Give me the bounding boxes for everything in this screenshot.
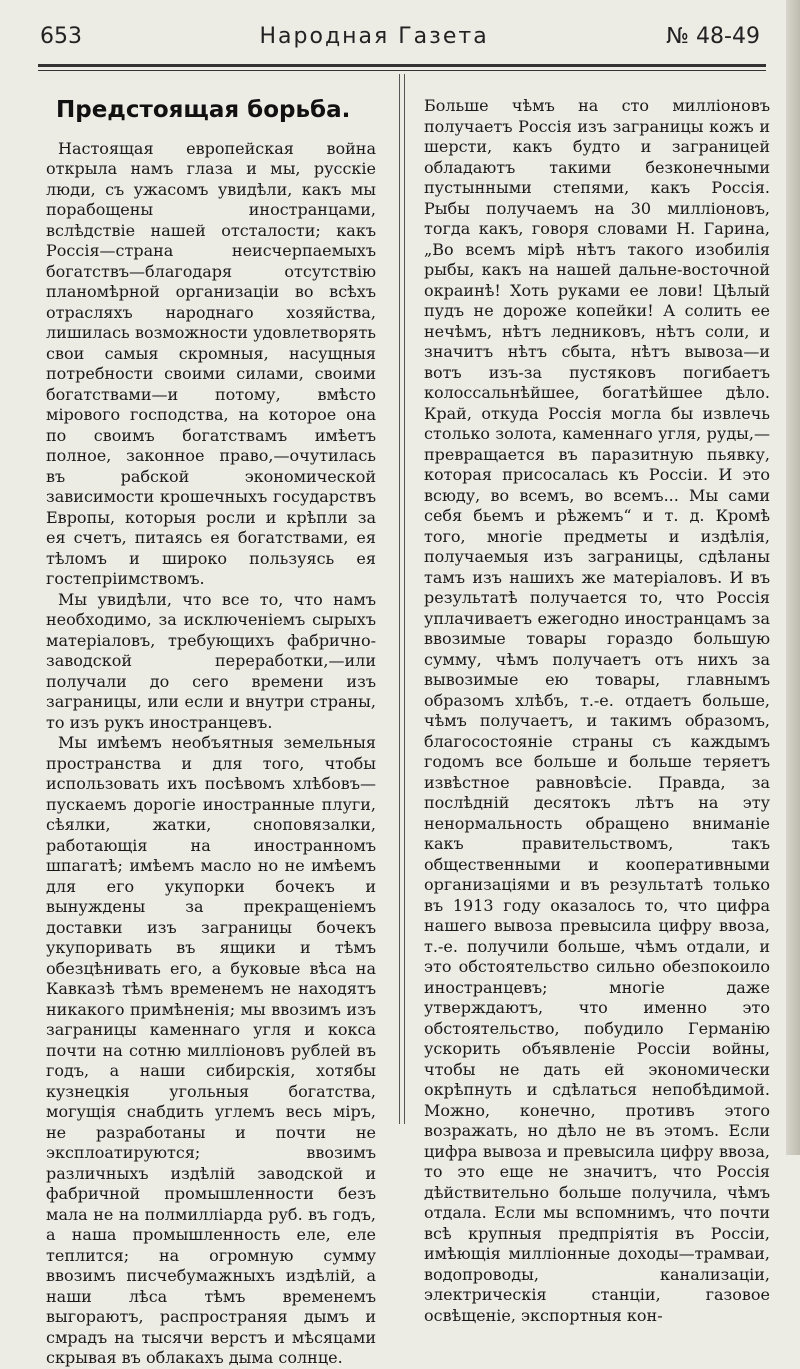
header-rule-thick bbox=[38, 64, 766, 67]
page-number: 653 bbox=[40, 24, 82, 49]
article-paragraph: Мы увидѣли, что все то, что намъ необходимо, за исключеніемъ сырыхъ матеріаловъ, требующихъ фабрично-заводской переработки,—или получали до сего времени изъ заграницы, или если и внутри страны, то изъ рукъ иностранцевъ. bbox=[46, 589, 376, 732]
article-paragraph: Больше чѣмъ на сто милліоновъ получаетъ Россія изъ заграницы кожъ и шерсти, какъ будто и заграницей обладаютъ такими безконечными пустынными степями, какъ Россія. Рыбы получаемъ на 30 милліоновъ, тогда какъ, говоря словами Н. Гарина, „Во всемъ мірѣ нѣтъ такого изобилія рыбы, какъ на нашей дальне-восточной окраинѣ! Хоть руками ее лови! Цѣлый пудъ не дороже копейки! А солить ее нечѣмъ, нѣтъ ледниковъ, нѣтъ соли, и значитъ нѣтъ сбыта, нѣтъ вывоза—и вотъ изъ-за пустяковъ погибаетъ колоссальнѣйшее, богатѣйшее дѣло. Край, откуда Россія могла бы извлечь столько золота, каменнаго угля, руды,—превращается въ паразитную пьявку, которая присосалась къ Россіи. И это всюду, во всемъ, во всемъ... Мы сами себя бьемъ и рѣжемъ“ и т. д. Кромѣ того, многіе предметы и издѣлія, получаемыя изъ заграницы, сдѣланы тамъ изъ нашихъ же матеріаловъ. И въ результатѣ получается то, что Россія уплачиваетъ ежегодно иностранцамъ за ввозимые товары гораздо большую сумму, чѣмъ получаетъ отъ нихъ за вывозимые ею товары, главнымъ образомъ хлѣбъ, т.-е. отдаетъ больше, чѣмъ получаетъ, и такимъ образомъ, благосостояніе страны съ каждымъ годомъ все больше и больше теряетъ извѣстное равновѣсіе. Правда, за послѣдній десятокъ лѣтъ на эту ненормальность обращено вниманіе какъ правительствомъ, такъ общественными и кооперативными организаціями и въ результатѣ только въ 1913 году оказалось то, что цифра нашего вывоза превысила цифру ввоза, т.-е. получили больше, чѣмъ отдали, и это обстоятельство сильно обезпокоило иностранцевъ; многіе даже утверждаютъ, что именно это обстоятельство, побудило Германію ускорить объявленіе Россіи войны, чтобы не дать ей экономически окрѣпнуть и сдѣлаться непобѣдимой. Можно, конечно, противъ этого возражать, но дѣло не въ этомъ. Если цифра вывоза и превысила цифру ввоза, то это еще не значитъ, что Россія дѣйствительно больше получила, чѣмъ отдала. Если мы вспомнимъ, что почти всѣ крупныя предпріятія въ Россіи, имѣющія милліонные доходы—трамваи, водопроводы, канализаціи, электрическія станціи, газовое освѣщеніе, экспортныя кон- bbox=[424, 96, 770, 1325]
header-rule-thin bbox=[38, 70, 766, 71]
scan-edge-shadow bbox=[786, 0, 800, 1155]
issue-number: № 48-49 bbox=[666, 24, 760, 49]
column-divider-left bbox=[399, 74, 400, 1124]
column-divider-right bbox=[404, 74, 405, 1124]
article-paragraph: Мы имѣемъ необъятныя земельныя пространства и для того, чтобы использовать ихъ посѣвомъ хлѣбовъ—пускаемъ дорогіе иностранные плуги, сѣялки, жатки, сноповязалки, работающія на иностранномъ шпагатѣ; имѣемъ масло но не имѣемъ для его укупорки бочекъ и вынуждены за прекращеніемъ доставки изъ заграницы бочекъ укупоривать въ ящики и тѣмъ обезцѣнивать его, а буковые вѣса на Кавказѣ тѣмъ временемъ не находятъ никакого примѣненія; мы ввозимъ изъ заграницы каменнаго угля и кокса почти на сотню милліоновъ рублей въ годъ, а наши сибирскія, хотябы кузнецкія угольныя богатства, могущія снабдить углемъ весь міръ, не разработаны и почти не эксплоатируются; ввозимъ различныхъ издѣлій заводской и фабричной промышленности безъ мала не на полмилліарда руб. въ годъ, а наша промышленность еле, еле теплится; на огромную сумму ввозимъ писчебумажныхъ издѣлій, а наши лѣса тѣмъ временемъ выгораютъ, распространяя дымъ и смрадъ на тысячи верстъ и мѣсяцами скрывая въ облакахъ дыма солнце. bbox=[46, 733, 376, 1367]
right-column bbox=[424, 96, 770, 1326]
article-paragraph: Настоящая европейская война открыла намъ глаза и мы, русскіе люди, съ ужасомъ увидѣли, какъ мы порабощены иностранцами, вслѣдствіе нашей отсталости; какъ Россія—страна неисчерпаемыхъ богатствъ—благодаря отсутствію планомѣрной организаціи во всѣхъ отрасляхъ народнаго хозяйства, лишилась возможности удовлетворять свои самыя скромныя, насущныя потребности своими силами, своими богатствами—и потому, вмѣсто мірового господства, на которое она по своимъ богатствамъ имѣетъ полное, законное право,—очутилась въ рабской экономической зависимости крошечныхъ государствъ Европы, которыя росли и крѣпли за ея счетъ, питаясь ея богатствами, ея тѣломъ и широко пользуясь ея гостепріимствомъ. bbox=[46, 138, 376, 588]
page-header bbox=[40, 24, 760, 56]
article-title: Предстоящая борьба. bbox=[56, 97, 351, 123]
newspaper-title: Народная Газета bbox=[259, 24, 489, 49]
left-column bbox=[46, 78, 376, 1369]
